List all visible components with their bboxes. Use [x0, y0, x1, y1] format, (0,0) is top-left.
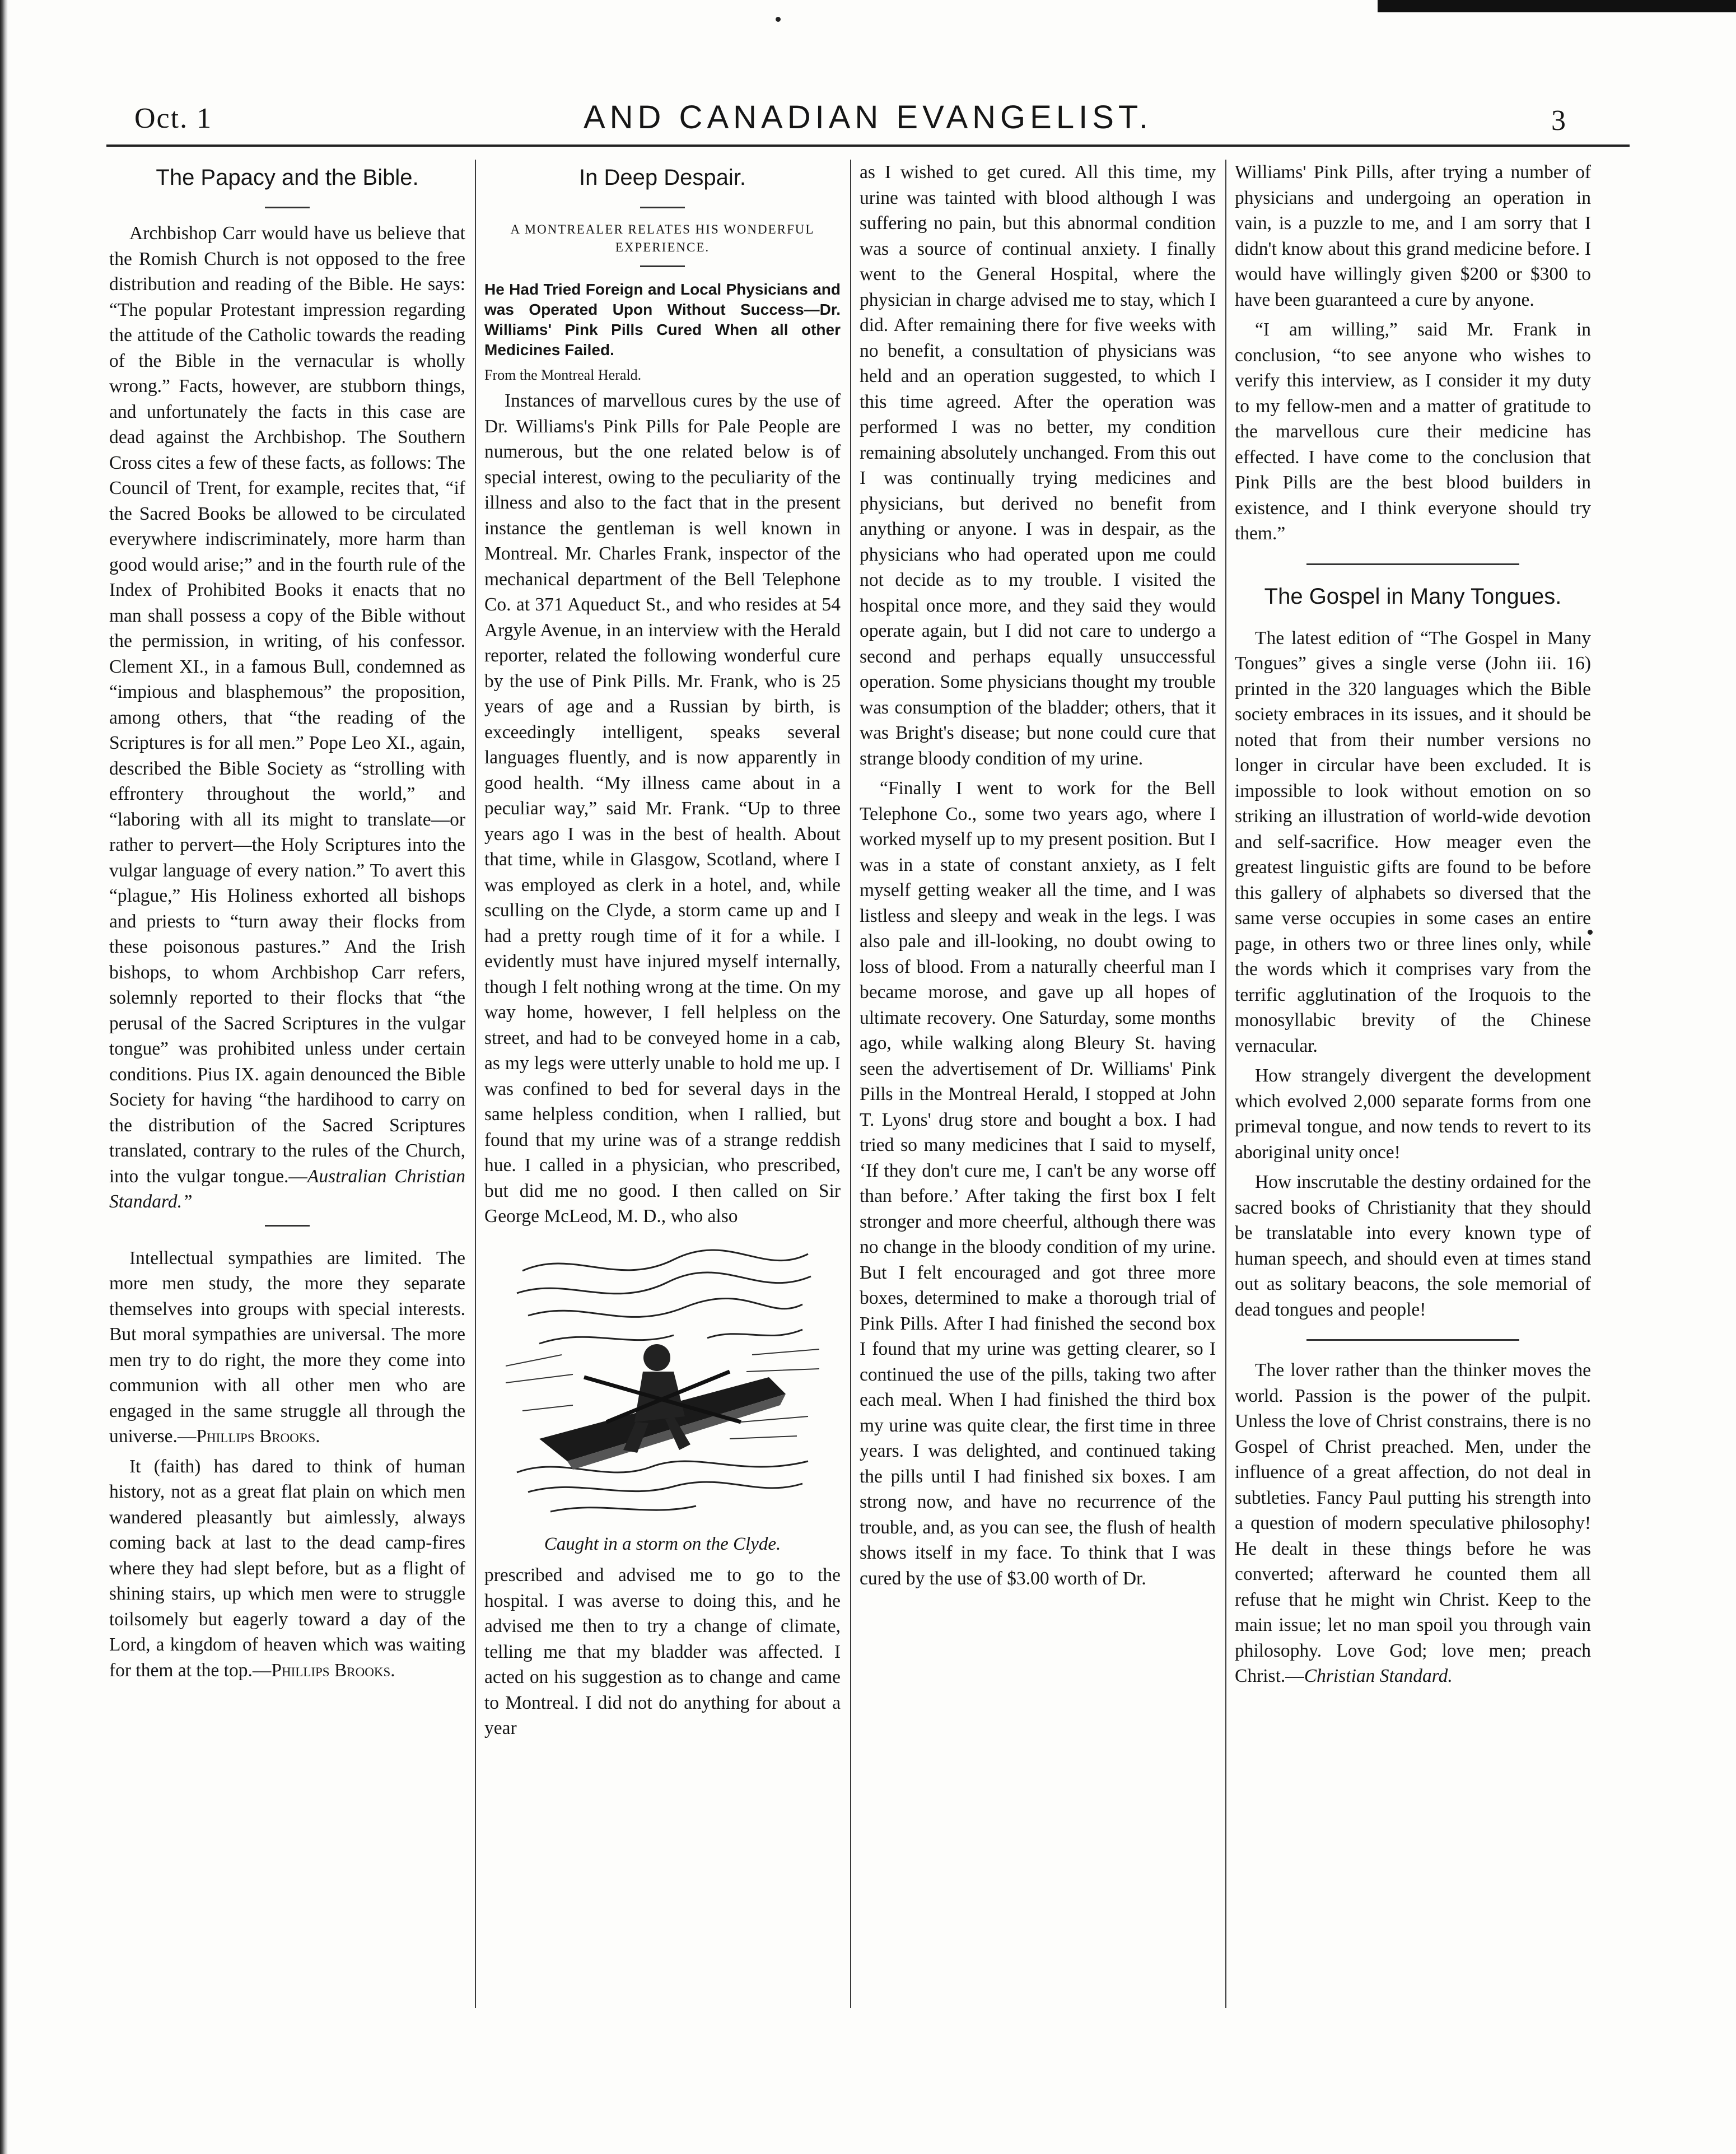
- article-paragraph: [1235, 1358, 1591, 1689]
- issue-date: Oct. 1: [134, 102, 213, 134]
- source-credit: Christian Standard.: [1304, 1666, 1453, 1686]
- article-paragraph: prescribed and advised me to go to the hospital. I was averse to doing this, and he advised me then to try a change of climate, telling me that my bladder was affected. I acted on his suggestion as to change and came to Montreal. I did not do anything for about a year: [484, 1565, 841, 1738]
- column-rule: [850, 160, 851, 2008]
- header-rule: [106, 144, 1630, 147]
- article-subtitle: A MONTREALER RELATES HIS WONDERFUL EXPERIENCE.: [510, 222, 815, 254]
- paragraph-text: Intellectual sympathies are limited. The more men study, the more they separate themselves into groups with special interests. But moral sympathies are universal. The more men try to do right, the more they come into communion with all other men who are engaged in the same struggle all through the universe.—: [109, 1247, 465, 1447]
- publication-title: AND CANADIAN EVANGELIST.: [583, 99, 1152, 136]
- column-4: [1235, 160, 1591, 2008]
- column-rule: [1225, 160, 1226, 2008]
- column-1: [109, 160, 465, 2008]
- author-signature: Phillips Brooks.: [196, 1426, 320, 1447]
- article-paragraph: Instances of marvellous cures by the use of Dr. Williams's Pink Pills for Pale People are numerous, but the one related below is of special interest, owing to the peculiarity of the illness and also to the fact that in the present instance the gentleman is well known in Montreal. Mr. Charles Frank, inspector of the mechanical department of the Bell Telephone Co. at 371 Aqueduct St., and who resides at 54 Argyle Avenue, in an interview with the Herald reporter, related the following wonderful cure by the use of Pink Pills. Mr. Frank, who is 25 years of age and a Russian by birth, is exceedingly intelligent, speaks several languages fluently, and is now apparently in good health. “My illness came about in a peculiar way,” said Mr. Frank. “Up to three years ago I was in the best of health. About that time, while in Glasgow, Scotland, where I was employed as clerk in a hotel, and, while sculling on the Clyde, a storm came up and I had a pretty rough time of it for a while. I evidently must have injured myself internally, though I felt nothing wrong at the time. On my way home, however, I fell helpless on the street, and had to be conveyed home in a cab, as my legs were utterly unable to hold me up. I was confined to bed for several days in the same helpless condition, when I rallied, but found that my urine was of a strange reddish hue. I called in a physician, who prescribed, but did me no good. I then called on Sir George McLeod, M. D., who also: [484, 390, 841, 1227]
- article-paragraph: [109, 1454, 465, 1684]
- article-title-despair: In Deep Despair.: [579, 165, 746, 190]
- section-rule: [265, 1225, 310, 1227]
- running-head: [0, 0, 1736, 151]
- article-title-papacy: The Papacy and the Bible.: [156, 165, 419, 190]
- article-paragraph: “I am willing,” said Mr. Frank in conclusion, “to see anyone who wishes to verify this interview, as I consider it my duty to my fellow-men and a matter of gratitude to the marvellous cure their medicine has effected. I have come to the conclusion that Pink Pills are the best blood builders in existence, and I think everyone should try them.”: [1235, 319, 1591, 544]
- scan-edge: [0, 0, 8, 2154]
- column-2: [484, 160, 841, 2008]
- article-paragraph: Williams' Pink Pills, after trying a number of physicians and undergoing an operation in vain, is a puzzle to me, and I am sorry that I didn't know about this grand medicine before. I would have willingly given $200 or $300 to have been guaranteed a cure by anyone.: [1235, 162, 1591, 310]
- illustration-caption: Caught in a storm on the Clyde.: [544, 1533, 781, 1554]
- article-paragraph: How inscrutable the destiny ordained for the sacred books of Christianity that they should be translatable into every known type of human speech, and should even at times stand out as solitary beacons, the sole memorial of dead tongues and people!: [1235, 1172, 1591, 1320]
- article-paragraph: [109, 221, 465, 1215]
- paragraph-text: It (faith) has dared to think of human history, not as a great flat plain on which men wandered pleasantly but aimlessly, always coming back at last to the dead camp-fires where they had slept before, but as a flight of shining stairs, up which men were to struggle toilsomely but eagerly toward a day of the Lord, a kingdom of heaven which was waiting for them at the top.—: [109, 1456, 465, 1681]
- column-rule: [475, 160, 476, 2008]
- section-rule: [1306, 1339, 1519, 1341]
- article-paragraph: How strangely divergent the development which evolved 2,000 separate forms from one primeval tongue, and now tends to revert to its aboriginal unity once!: [1235, 1065, 1591, 1163]
- article-paragraph: “Finally I went to work for the Bell Telephone Co., some two years ago, where I worked myself up to my present position. But I was in a state of constant anxiety, as I felt myself getting weaker all the time, and I was listless and sleepy and weak in the legs. I was also pale and ill-looking, no doubt owing to loss of blood. From a naturally cheerful man I became morose, and gave up all hopes of ultimate recovery. One Saturday, some months ago, while walking along Bleury St. having seen the advertisement of Dr. Williams' Pink Pills in the Montreal Herald, I stopped at John T. Lyons' drug store and bought a box. I had tried so many medicines that I said to myself, ‘If they don't cure me, I can't be any worse off than before.’ After taking the first box I felt stronger and more cheerful, although there was no change in the bloody condition of my urine. But I felt encouraged and got three more boxes, determined to make a thorough trial of Pink Pills. After I had finished the second box I found that my urine was getting clearer, so I continued the use of the pills, taking two after each meal. When I had finished the third box my urine was quite clear, the first time in three years. I was delighted, and continued taking the pills until I had finished six boxes. I am strong now, and have no recurrence of the trouble, and, as you can see, the flush of health shows itself in my face. To think that I was cured by the use of $3.00 worth of Dr.: [860, 778, 1216, 1589]
- column-3: [860, 160, 1216, 2008]
- paragraph-text: The lover rather than the thinker moves the world. Passion is the power of the pulpit. Unless the love of Christ constrains, there is no Gospel of Christ preached. Men, under the influence of a great affection, do not deal in subtleties. Fancy Paul putting his strength into a question of modern speculative philosophy! He dealt in these things before he was converted; afterward he counted them all refuse that he might win Christ. Keep to the main issue; let no man spoil you through vain philosophy. Love God; love men; preach Christ.—: [1235, 1360, 1591, 1686]
- article-source: From the Montreal Herald.: [484, 367, 642, 383]
- article-title-gospel: The Gospel in Many Tongues.: [1264, 584, 1562, 609]
- subtitle-rule: [640, 265, 685, 267]
- article-deck: He Had Tried Foreign and Local Physicians and was Operated Upon Without Success—Dr. Williams' Pink Pills Cured When all other Medicines Failed.: [484, 281, 841, 358]
- article-paragraph: as I wished to get cured. All this time, my urine was tainted with blood although I was suffering no pain, but this abnormal condition was a source of continual anxiety. I finally went to the General Hospital, where the physician in charge advised me to stay, which I did. After remaining there for five weeks with no benefit, a consultation of physicians was held and an operation suggested, to which I this time agreed. After the operation was performed I was no better, my condition remaining absolutely unchanged. From this out I was continually trying medicines and physicians, but derived no benefit from anything or anyone. I was in despair, as the physicians who had operated upon me could not decide as to my trouble. I visited the hospital once more, and they said they would operate again, but I did not care to undergo a second and perhaps equally unsuccessful operation. Some physicians thought my trouble was consumption of the bladder; others, that it was Bright's disease; but none could cure that strange bloody condition of my urine.: [860, 162, 1216, 769]
- section-rule: [1306, 563, 1519, 565]
- paragraph-text: Archbishop Carr would have us believe that the Romish Church is not opposed to the free distribution and reading of the Bible. He says: “The popular Protestant impression regarding the attitude of the Catholic towards the reading of the Bible in the vernacular is wholly wrong.” Facts, however, are stubborn things, and unfortunately the facts in this case are dead against the Archbishop. The Southern Cross cites a few of these facts, as follows: The Council of Trent, for example, recites that, “if the Sacred Books be allowed to be circulated everywhere indiscriminately, more harm than good would arise;” and in the fourth rule of the Index of Prohibited Books it enacts that no man shall possess a copy of the Bible without the permission, in writing, of his confessor. Clement XI., in a famous Bull, condemned as “impious and blasphemous” the proposition, among others, that “the reading of the Scriptures is for all men.” Pope Leo XI., again, described the Bible Society as “strolling with effrontery throughout the world,” and “laboring with all its might to translate—or rather to pervert—the Holy Scriptures into the vulgar language of every nation.” To avert this “plague,” His Holiness exhorted all bishops and priests to “turn away their flocks from these poisonous pastures.” And the Irish bishops, to whom Archbishop Carr refers, solemnly reported to their flocks that “the perusal of the Sacred Scriptures in the vulgar tongue” was prohibited unless under certain conditions. Pius IX. again denounced the Bible Society for having “the hardihood to carry on the distribution of the Sacred Scriptures translated, contrary to the rules of the Church, into the vulgar tongue.—: [109, 223, 465, 1187]
- title-rule: [640, 207, 685, 208]
- author-signature: Phillips Brooks.: [271, 1659, 395, 1681]
- article-paragraph: [109, 1246, 465, 1449]
- page-number: 3: [1551, 105, 1566, 137]
- source-credit: Australian Christian Standard.”: [109, 1165, 465, 1212]
- title-rule: [265, 207, 310, 208]
- rowing-illustration: [506, 1237, 819, 1528]
- article-paragraph: The latest edition of “The Gospel in Many Tongues” gives a single verse (John iii. 16) printed in the 320 languages which the Bible society embraces in its issues, and it should be noted that from their number versions no longer in circular have been excluded. It is impossible to look without emotion on so striking an illustration of world-wide devotion and self-sacrifice. How meager even the greatest linguistic gifts are found to be before this gallery of alphabets so diversed that the same verse occupies in some cases an entire page, in others two or three lines only, while the words which it comprises vary from the terrific agglutination of the Iroquois to the monosyllabic brevity of the Chinese vernacular.: [1235, 627, 1591, 1056]
